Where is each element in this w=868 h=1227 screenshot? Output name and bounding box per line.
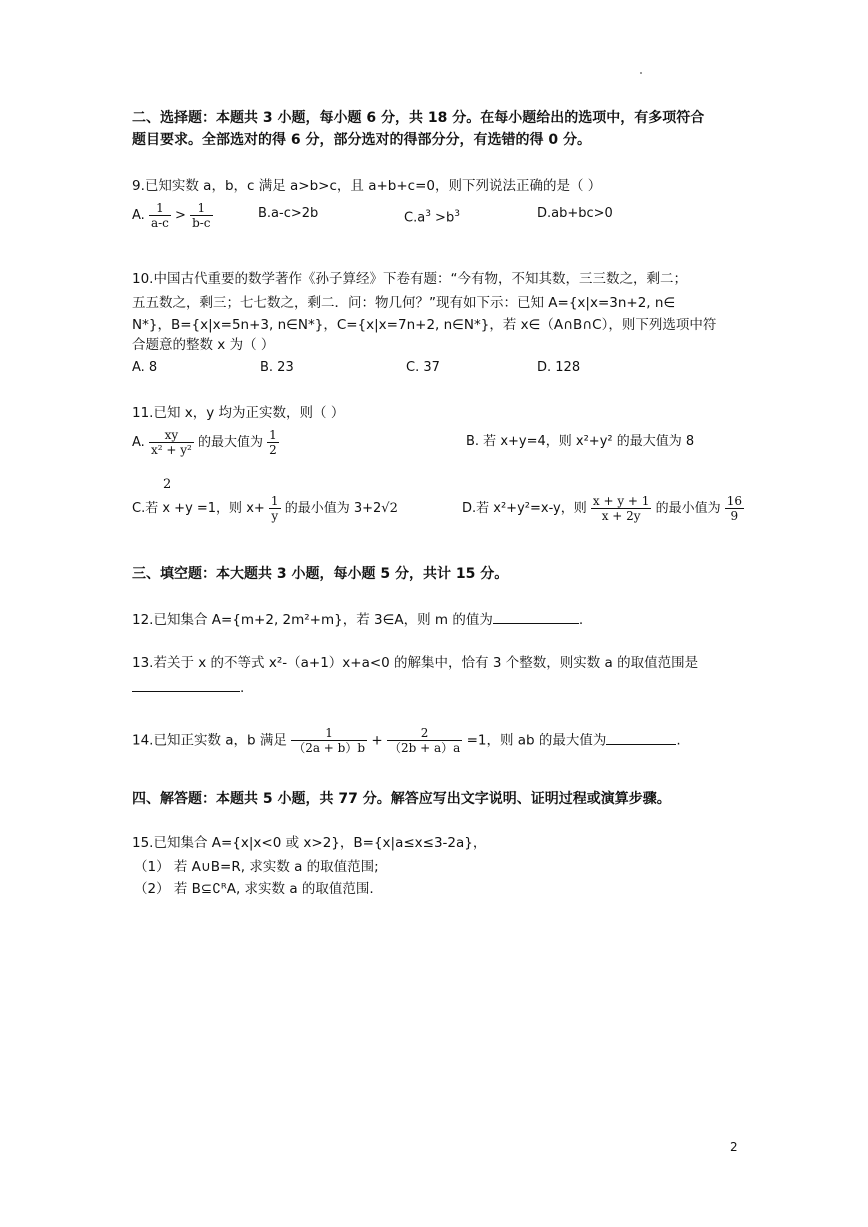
q10-option-d: D. 128 <box>537 360 581 375</box>
q11-option-b: B. 若 x+y=4，则 x²+y² 的最大值为 8 <box>466 434 695 449</box>
q10-line3: N*}，B={x|x=5n+3, n∈N*}，C={x|x=7n+2, n∈N*}，若 x∈（A∩B∩C），则下列选项中符 <box>132 317 717 333</box>
q11-option-c: C.若 x +y =1，则 x+ $\frac{1}{y}$ 的最小值为 3+2√2 <box>132 494 398 523</box>
q13-line2: . <box>132 677 244 697</box>
q10-option-c: C. 37 <box>406 360 440 375</box>
q15-part1: （1） 若 A∪B=R, 求实数 a 的取值范围; <box>134 859 379 875</box>
q15-stem: 15.已知集合 A={x|x<0 或 x>2}，B={x|a≤x≤3-2a}， <box>132 835 487 851</box>
q11-option-a: A. $\frac{xy}{\text{x² + y²}}$ 的最大值为 $\frac{1}{2}$ <box>132 428 277 457</box>
q10-line1: 10.中国古代重要的数学著作《孙子算经》下卷有题：“今有物，不知其数，三三数之，剩二； <box>132 271 687 287</box>
q12-text: 12.已知集合 A={m+2, 2m²+m}，若 3∈A，则 m 的值为 . <box>132 609 583 629</box>
q9-stem: 9.已知实数 a，b，c 满足 a>b>c，且 a+b+c=0，则下列说法正确的是（ ） <box>132 178 602 194</box>
page-number: 2 <box>730 1140 738 1154</box>
q15-part2: （2） 若 B⊆∁ᴿA, 求实数 a 的取值范围. <box>134 881 374 897</box>
q13-line1: 13.若关于 x 的不等式 x²-（a+1）x+a<0 的解集中，恰有 3 个整数，则实数 a 的取值范围是 <box>132 655 699 671</box>
q9-option-d: D.ab+bc>0 <box>537 206 613 221</box>
q10-line4: 合题意的整数 x 为（ ） <box>132 337 275 353</box>
q11-stem: 11.已知 x，y 均为正实数，则（ ） <box>132 405 345 421</box>
q9-option-b: B.a-c>2b <box>258 206 319 221</box>
q10-option-a: A. 8 <box>132 360 158 375</box>
q9-option-a: A. $\frac{1}{a-c}$ > $\frac{1}{b-c}$ <box>132 201 211 230</box>
section4-heading: 四、解答题：本题共 5 小题，共 77 分。解答应写出文字说明、证明过程或演算步骤。 <box>132 791 671 807</box>
section2-heading-line1: 二、选择题：本题共 3 小题，每小题 6 分，共 18 分。在每小题给出的选项中，有多项符合 <box>132 110 705 126</box>
q11-option-c-numerator: 2 <box>163 477 172 492</box>
section2-heading-line2: 题目要求。全部选对的得 6 分，部分选对的得部分分，有选错的得 0 分。 <box>132 132 591 148</box>
section3-heading: 三、填空题：本大题共 3 小题，每小题 5 分，共计 15 分。 <box>132 566 509 582</box>
q14-text: 14.已知正实数 a，b 满足 $\frac{1}{(2a + b)b}$ + $\frac{2}{(2b + a)a}$ =1，则 ab 的最大值为 . <box>132 726 681 755</box>
q9-option-c: $C.a^3 >b^3$ <box>404 209 460 226</box>
q10-option-b: B. 23 <box>260 360 294 375</box>
q10-line2: 五五数之，剩三；七七数之，剩二．问：物几何？”现有如下示：已知 A={x|x=3n+2, n∈ <box>132 295 676 311</box>
scan-speck <box>640 72 642 74</box>
q11-option-d: D.若 x²+y²=x-y，则 $\frac{x + y + 1}{x + 2y}$ 的最小值为 $\frac{16}{9}$ <box>462 494 743 523</box>
